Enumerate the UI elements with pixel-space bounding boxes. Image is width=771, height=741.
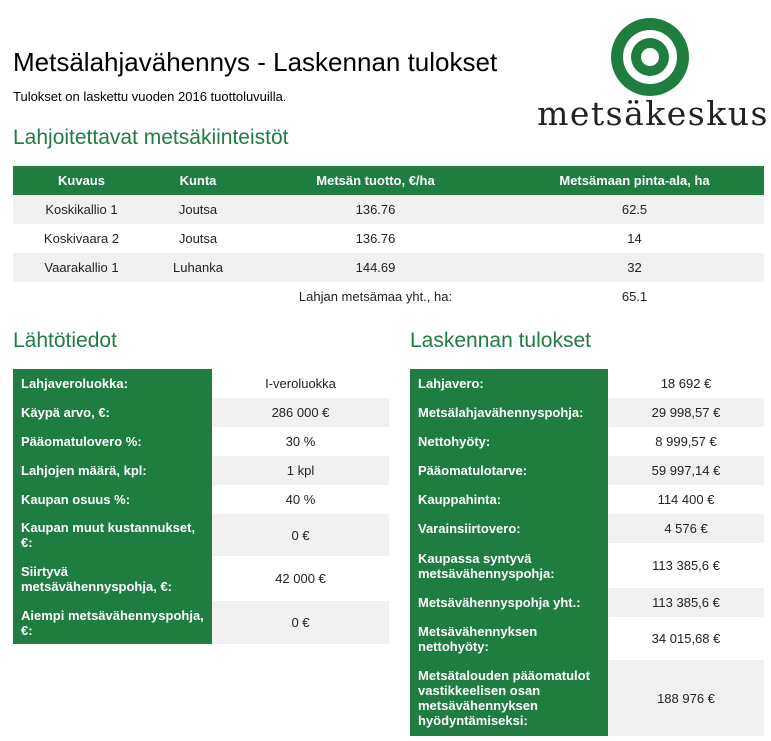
kv-label: Metsälahjavähennyspohja: [410,398,608,427]
kv-label: Kaupan muut kustannukset, €: [13,514,212,556]
kv-row [410,369,764,398]
column-header-pinta-ala: Metsämaan pinta-ala, ha [505,166,764,195]
kv-label: Varainsiirtovero: [410,514,608,543]
kv-row [410,588,764,617]
kv-row [13,514,389,556]
kv-value: 40 % [285,492,316,507]
kv-row [410,660,764,736]
kv-label: Kaupassa syntyvä metsävähennyspohja: [410,543,608,588]
kv-label: Käypä arvo, €: [13,398,212,427]
kv-label: Pääomatulotarve: [410,456,608,485]
kv-value: I-veroluokka [265,376,336,391]
kv-value: 114 400 € [657,492,715,507]
total-row [13,282,764,311]
cell-kuvaus: Vaarakallio 1 [13,253,150,282]
cell-kunta: Luhanka [150,253,246,282]
kv-value: 0 € [212,514,389,556]
cell-tuotto: 136.76 [246,195,505,224]
kv-row [13,556,389,601]
kv-value: 286 000 € [212,398,389,427]
total-label: Lahjan metsämaa yht., ha: [246,282,505,311]
page-title: Metsälahjavähennys - Laskennan tulokset [13,47,498,77]
total-value: 65.1 [505,282,764,311]
kv-label: Lahjaveroluokka: [13,369,212,398]
kv-row [410,514,764,543]
kv-row [13,369,389,398]
cell-kunta: Joutsa [150,195,246,224]
section-title-lahtotiedot: Lähtötiedot [13,329,117,352]
kv-row [410,456,764,485]
kv-row [410,543,764,588]
table-row [13,253,764,282]
kv-value: 18 692 € [660,376,712,391]
kv-row [410,485,764,514]
cell-kuvaus: Koskikallio 1 [13,195,150,224]
kv-value: 188 976 € [608,660,764,736]
column-header-kunta: Kunta [150,166,246,195]
kv-label: Nettohyöty: [410,427,608,456]
target-logo-icon [611,18,689,96]
kv-row [410,427,764,456]
kv-label: Kaupan osuus %: [13,485,212,514]
column-header-kuvaus: Kuvaus [13,166,150,195]
section-title-tulokset: Laskennan tulokset [410,329,591,352]
cell-kunta: Joutsa [178,231,218,246]
kv-value: 42 000 € [275,571,326,586]
kv-value: 30 % [285,434,316,449]
kv-row [410,617,764,660]
kv-value: 34 015,68 € [651,631,721,646]
kv-label: Siirtyvä metsävähennyspohja, €: [13,556,212,601]
kv-label: Metsävähennyksen nettohyöty: [410,617,608,660]
cell-pinta-ala: 14 [627,231,642,246]
metsakeskus-logo [537,14,769,132]
kv-label: Aiempi metsävähennyspohja, €: [13,601,212,644]
cell-kuvaus: Koskivaara 2 [43,231,120,246]
kv-value: 29 998,57 € [608,398,764,427]
tulokset-table [410,369,764,736]
kv-label: Pääomatulovero %: [13,427,212,456]
kv-label: Metsätalouden pääomatulot vastikkeelisen osan metsävähennyksen hyödyntämiseksi: [410,660,608,736]
kv-row [13,398,389,427]
column-header-tuotto: Metsän tuotto, €/ha [246,166,505,195]
cell-tuotto: 136.76 [355,231,396,246]
kv-value: 113 385,6 € [608,588,764,617]
kv-value: 1 kpl [212,456,389,485]
kv-value: 113 385,6 € [652,558,720,573]
kv-row [410,398,764,427]
kv-label: Lahjojen määrä, kpl: [13,456,212,485]
table-header-row [13,166,764,195]
kv-row [13,601,389,644]
table-row [13,224,764,253]
cell-pinta-ala: 62.5 [505,195,764,224]
kv-row [13,456,389,485]
kv-row [13,485,389,514]
kv-value: 59 997,14 € [608,456,764,485]
properties-table [13,166,764,311]
cell-tuotto: 144.69 [246,253,505,282]
table-row [13,195,764,224]
kv-label: Kauppahinta: [410,485,608,514]
cell-pinta-ala: 32 [505,253,764,282]
kv-value: 4 576 € [608,514,764,543]
lahtotiedot-table [13,369,389,644]
section-title-properties: Lahjoitettavat metsäkiinteistöt [13,126,289,149]
logo-wordmark: metsäkeskus [537,94,769,133]
kv-row [13,427,389,456]
page-subtitle: Tulokset on laskettu vuoden 2016 tuottoluvuilla. [13,89,287,104]
kv-value: 0 € [212,601,389,644]
kv-value: 8 999,57 € [655,434,717,449]
kv-label: Metsävähennyspohja yht.: [410,588,608,617]
kv-label: Lahjavero: [410,369,608,398]
